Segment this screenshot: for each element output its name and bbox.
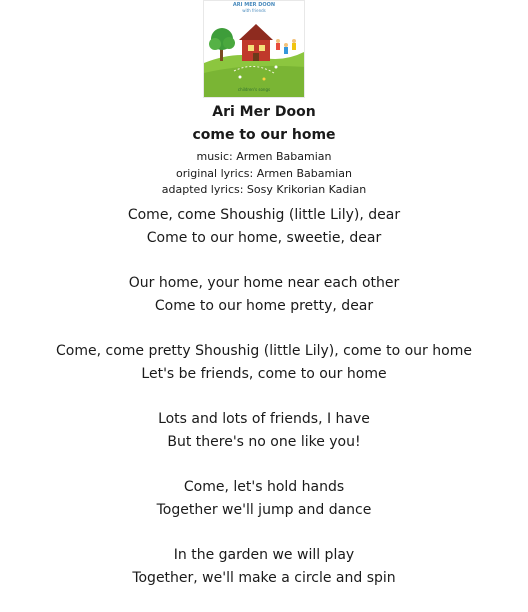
stanza bbox=[0, 204, 528, 250]
stanza bbox=[0, 476, 528, 522]
lyric-line: Our home, your home near each other bbox=[128, 275, 400, 291]
lyric-line: But there's no one like you! bbox=[167, 434, 361, 450]
stanza bbox=[0, 408, 528, 454]
lyric-line: Together, we'll make a circle and spin bbox=[132, 570, 396, 586]
stanza bbox=[0, 544, 528, 590]
cover-footer: children's songs bbox=[237, 87, 271, 92]
lyric-line: In the garden we will play bbox=[173, 547, 355, 563]
cover-subtitle: with friends bbox=[242, 8, 266, 13]
credit-original-lyrics: original lyrics: Armen Babamian bbox=[175, 167, 353, 180]
lyric-line: Together we'll jump and dance bbox=[156, 502, 372, 518]
stanza bbox=[0, 272, 528, 318]
lyric-line: Come to our home, sweetie, dear bbox=[146, 230, 382, 246]
lyric-line: Lots and lots of friends, I have bbox=[158, 411, 370, 427]
stanza bbox=[0, 340, 528, 386]
lyrics bbox=[0, 204, 528, 612]
lyric-line: Come, come pretty Shoushig (little Lily), come to our home bbox=[56, 343, 472, 359]
album-cover bbox=[203, 0, 305, 98]
cover-illustration bbox=[204, 1, 305, 98]
lyric-line: Come, come Shoushig (little Lily), dear bbox=[127, 207, 401, 223]
lyric-line: Come, let's hold hands bbox=[183, 479, 345, 495]
song-subtitle: come to our home bbox=[192, 127, 336, 143]
credit-music: music: Armen Babamian bbox=[196, 150, 332, 163]
song-title: Ari Mer Doon bbox=[212, 104, 316, 120]
lyric-line: Come to our home pretty, dear bbox=[154, 298, 374, 314]
lyric-line: Let's be friends, come to our home bbox=[141, 366, 387, 382]
credit-adapted-lyrics: adapted lyrics: Sosy Krikorian Kadian bbox=[161, 183, 367, 196]
cover-title: ARI MER DOON bbox=[232, 2, 276, 8]
